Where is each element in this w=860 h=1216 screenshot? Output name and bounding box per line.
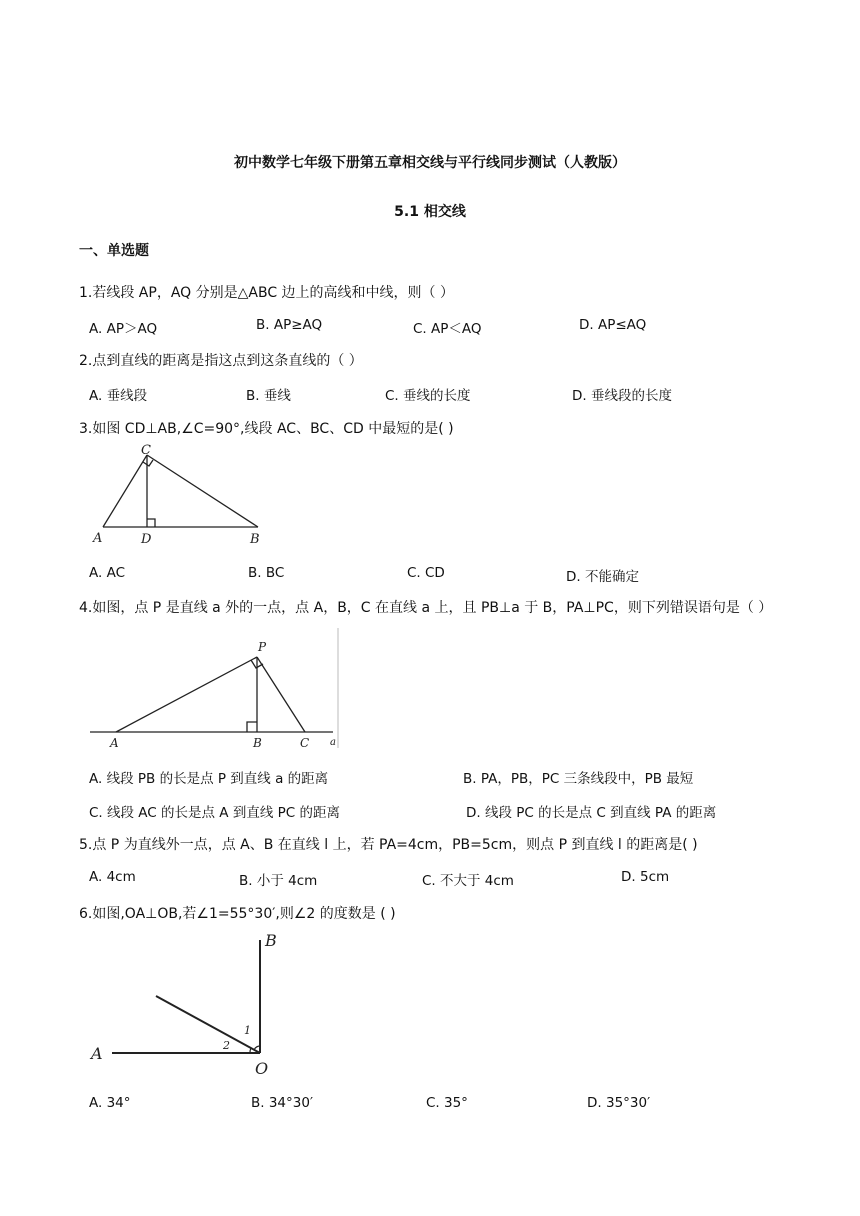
document-title: 初中数学七年级下册第五章相交线与平行线同步测试（人教版） [234,155,626,171]
right-angle-mark-b [247,722,257,732]
question-2-option-a[interactable]: A. 垂线段 [89,388,148,404]
question-3-figure [86,440,276,552]
question-1-option-b[interactable]: B. AP≥AQ [256,317,323,333]
question-3-stem: 3.如图 CD⊥AB,∠C=90°,线段 AC、BC、CD 中最短的是( ) [79,421,454,437]
label-b: B [250,532,260,547]
section-heading: 一、单选题 [79,243,149,259]
question-1-option-a[interactable]: A. AP＞AQ [89,321,158,337]
question-4-figure [86,624,346,754]
label-d: D [141,532,152,547]
label-angle-1: 1 [244,1024,251,1037]
section-subtitle: 5.1 相交线 [394,204,466,220]
question-2-option-d[interactable]: D. 垂线段的长度 [572,388,672,404]
label-p: P [258,640,267,654]
right-angle-mark-c [143,460,153,466]
question-6-option-d[interactable]: D. 35°30′ [587,1095,651,1111]
label-angle-2: 2 [223,1039,230,1052]
segment-pa [116,657,257,732]
question-5-option-a[interactable]: A. 4cm [89,869,136,885]
question-6-option-b[interactable]: B. 34°30′ [251,1095,314,1111]
question-3-option-d[interactable]: D. 不能确定 [566,569,639,585]
label-line-a: a [330,737,336,748]
question-4-option-a[interactable]: A. 线段 PB 的长是点 P 到直线 a 的距离 [89,771,329,787]
question-2-option-c[interactable]: C. 垂线的长度 [385,388,471,404]
question-4-stem: 4.如图，点 P 是直线 a 外的一点，点 A，B，C 在直线 a 上，且 PB⊥a 于 B，PA⊥PC，则下列错误语句是（ ） [79,600,773,616]
question-5-option-c[interactable]: C. 不大于 4cm [422,873,514,889]
question-3-option-a[interactable]: A. AC [89,565,126,581]
question-1-stem: 1.若线段 AP，AQ 分别是△ABC 边上的高线和中线，则（ ） [79,285,455,301]
segment-pc [257,657,305,732]
segment-ac [103,455,147,527]
question-3-option-b[interactable]: B. BC [248,565,285,581]
question-4-option-b[interactable]: B. PA，PB，PC 三条线段中，PB 最短 [463,771,694,787]
question-1-option-d[interactable]: D. AP≤AQ [579,317,647,333]
label-a: A [93,531,103,546]
question-3-option-c[interactable]: C. CD [407,565,445,581]
label-o: O [255,1059,269,1078]
question-5-stem: 5.点 P 为直线外一点，点 A、B 在直线 l 上，若 PA=4cm，PB=5cm，则点 P 到直线 l 的距离是( ) [79,837,698,853]
question-4-option-c[interactable]: C. 线段 AC 的长是点 A 到直线 PC 的距离 [89,805,340,821]
question-4-option-d[interactable]: D. 线段 PC 的长是点 C 到直线 PA 的距离 [466,805,717,821]
label-c: C [300,736,310,750]
question-6-option-c[interactable]: C. 35° [426,1095,468,1111]
label-b: B [253,736,262,750]
question-6-stem: 6.如图,OA⊥OB,若∠1=55°30′,则∠2 的度数是 ( ) [79,906,396,922]
question-1-option-c[interactable]: C. AP＜AQ [413,321,482,337]
question-2-option-b[interactable]: B. 垂线 [246,388,291,404]
question-5-option-d[interactable]: D. 5cm [621,869,670,885]
question-6-option-a[interactable]: A. 34° [89,1095,131,1111]
label-b: B [265,931,277,950]
segment-bc [147,455,258,527]
label-a: A [110,736,119,750]
question-6-figure [84,928,304,1078]
question-2-stem: 2.点到直线的距离是指这点到这条直线的（ ） [79,353,363,369]
question-5-option-b[interactable]: B. 小于 4cm [239,873,318,889]
right-angle-mark-d [147,519,155,527]
label-a: A [91,1044,103,1063]
label-c: C [141,443,151,458]
